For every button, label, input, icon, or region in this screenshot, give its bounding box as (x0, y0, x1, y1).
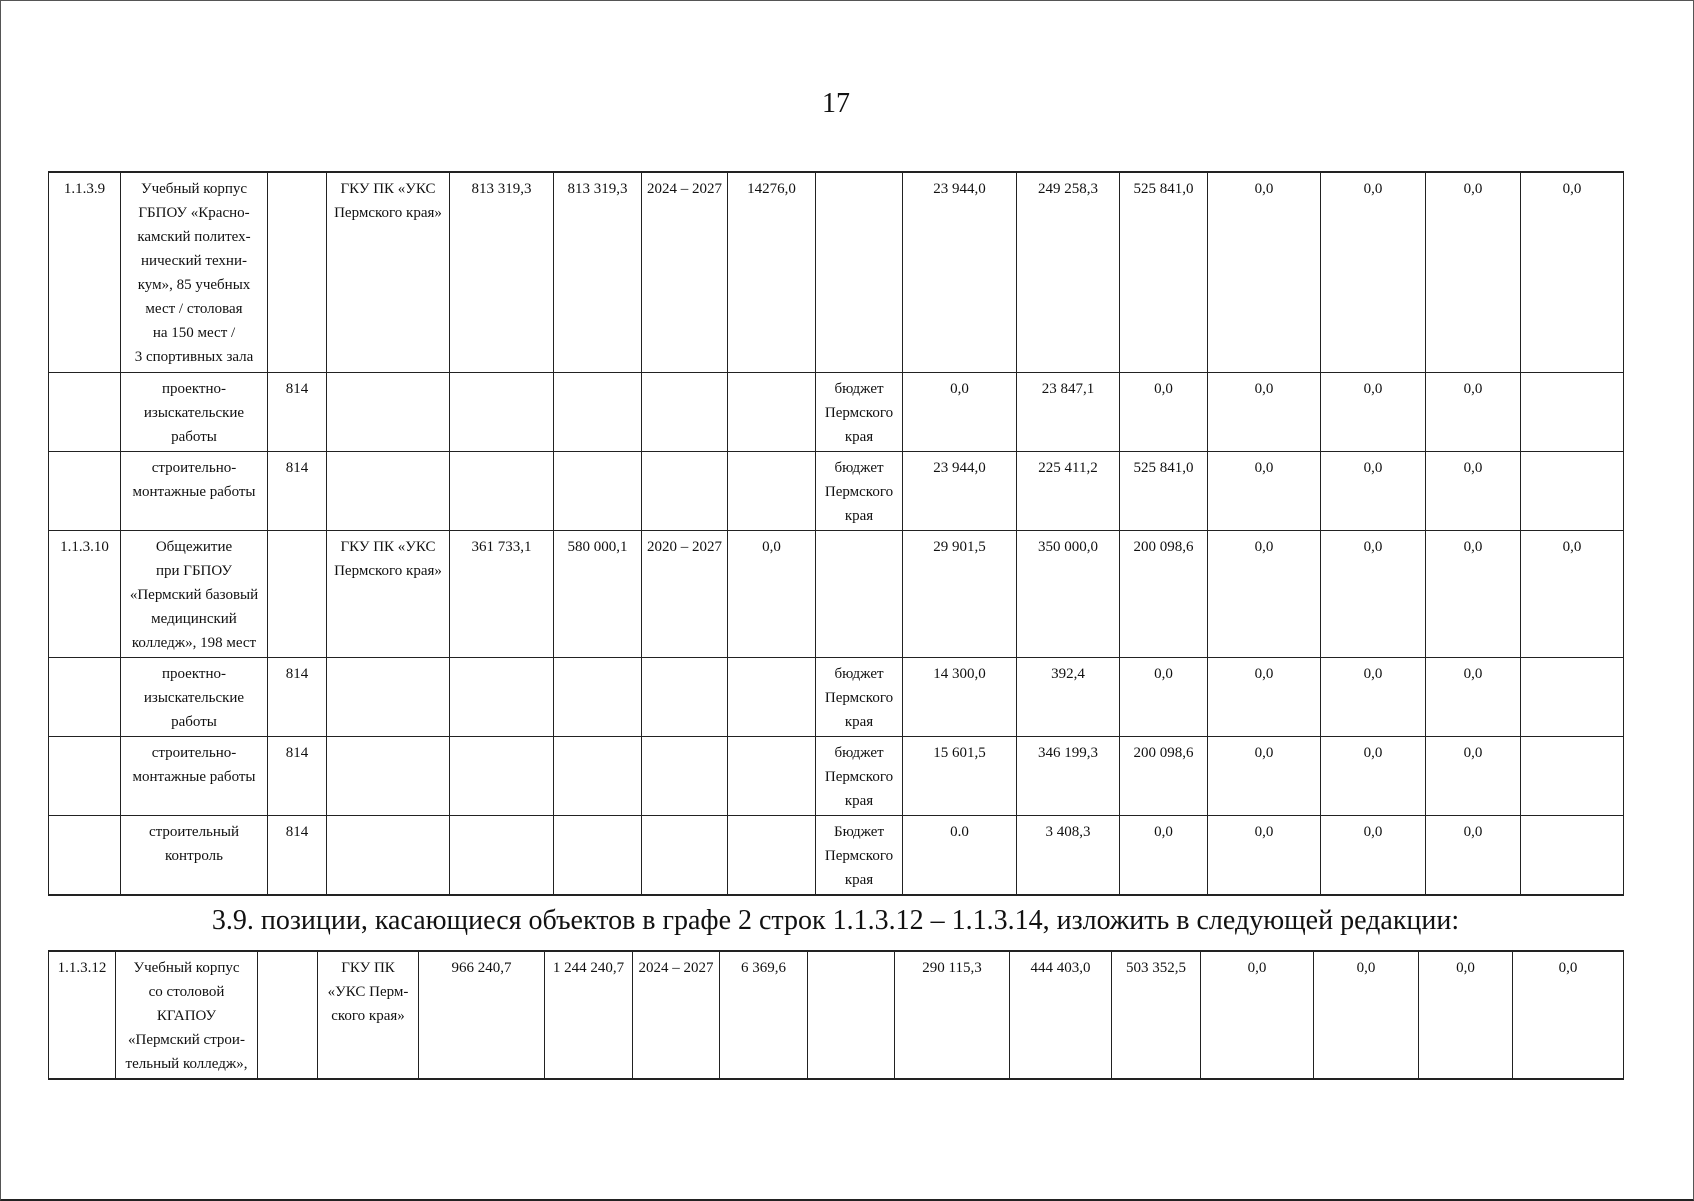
table-cell: 0,0 (1426, 815, 1521, 895)
table-cell: 0,0 (1208, 451, 1321, 530)
table-cell: 3 408,3 (1017, 815, 1120, 895)
table-cell (816, 172, 903, 372)
table-cell (450, 815, 554, 895)
table-cell: ГКУ ПК «УКС Перм- ского края» (318, 951, 419, 1079)
table-cell: 444 403,0 (1010, 951, 1112, 1079)
table-cell (258, 951, 318, 1079)
table-cell: 0,0 (1419, 951, 1513, 1079)
table-cell: бюджет Пермского края (816, 451, 903, 530)
table-cell (554, 736, 642, 815)
table-cell (1521, 815, 1624, 895)
table-cell: проектно- изыскательские работы (121, 372, 268, 451)
table-cell: 0,0 (1208, 815, 1321, 895)
budget-table (48, 171, 1624, 896)
table-cell (642, 657, 728, 736)
table-cell: бюджет Пермского края (816, 736, 903, 815)
table-cell: 0,0 (1426, 451, 1521, 530)
table-cell: 813 319,3 (554, 172, 642, 372)
table-cell: 1.1.3.12 (49, 951, 116, 1079)
table-cell: 0,0 (1321, 372, 1426, 451)
table-cell (642, 815, 728, 895)
table-row (49, 815, 1624, 895)
table-cell: 0,0 (1321, 736, 1426, 815)
table-cell: 0,0 (1321, 451, 1426, 530)
table-cell: ГКУ ПК «УКС Пермского края» (327, 530, 450, 657)
table-cell: 23 944,0 (903, 451, 1017, 530)
table-row (49, 736, 1624, 815)
table-cell: 814 (268, 451, 327, 530)
table-cell: 346 199,3 (1017, 736, 1120, 815)
table-cell: Общежитие при ГБПОУ «Пермский базовый медицинский колледж», 198 мест (121, 530, 268, 657)
table-cell: 200 098,6 (1120, 530, 1208, 657)
table-cell: 966 240,7 (419, 951, 545, 1079)
table-cell: 0,0 (1521, 172, 1624, 372)
table-cell (49, 372, 121, 451)
table-cell: строительный контроль (121, 815, 268, 895)
table-cell (1521, 657, 1624, 736)
table-row (49, 172, 1624, 372)
table-cell (1521, 372, 1624, 451)
table-cell: бюджет Пермского края (816, 657, 903, 736)
table-row (49, 951, 1624, 1079)
table-row (49, 530, 1624, 657)
table-cell: 23 847,1 (1017, 372, 1120, 451)
table-cell: 2024 – 2027 (633, 951, 720, 1079)
table-cell: 0,0 (1321, 530, 1426, 657)
table-cell: бюджет Пермского края (816, 372, 903, 451)
table-cell (268, 530, 327, 657)
table-cell: 0,0 (1321, 172, 1426, 372)
table-cell: 525 841,0 (1120, 172, 1208, 372)
table-cell (728, 372, 816, 451)
table-cell: 0,0 (1120, 815, 1208, 895)
table-cell: 0,0 (1314, 951, 1419, 1079)
table-cell: 0,0 (1208, 172, 1321, 372)
table-cell (49, 815, 121, 895)
table-cell (728, 657, 816, 736)
table-cell: 225 411,2 (1017, 451, 1120, 530)
table-cell: 0,0 (1426, 372, 1521, 451)
table-cell: 0,0 (1426, 736, 1521, 815)
table-cell (49, 451, 121, 530)
table-cell: 392,4 (1017, 657, 1120, 736)
table-cell: 0,0 (1201, 951, 1314, 1079)
table-cell: 0,0 (1208, 372, 1321, 451)
table-cell: 0,0 (1426, 530, 1521, 657)
table-cell (450, 451, 554, 530)
table-cell: 350 000,0 (1017, 530, 1120, 657)
table-cell: 0,0 (728, 530, 816, 657)
table-cell: 0,0 (1321, 657, 1426, 736)
table-cell: строительно- монтажные работы (121, 451, 268, 530)
table-cell (642, 451, 728, 530)
table-cell (450, 372, 554, 451)
table-cell: 2020 – 2027 (642, 530, 728, 657)
table-cell: 0,0 (1120, 372, 1208, 451)
table-cell: 15 601,5 (903, 736, 1017, 815)
table-cell: 0,0 (1426, 657, 1521, 736)
table-cell: 525 841,0 (1120, 451, 1208, 530)
table-cell (808, 951, 895, 1079)
table-cell (728, 815, 816, 895)
section-heading: 3.9. позиции, касающиеся объектов в графе 2 строк 1.1.3.12 – 1.1.3.14, изложить в следующей редакции: (211, 905, 1460, 936)
table-cell (642, 736, 728, 815)
table-cell: 290 115,3 (895, 951, 1010, 1079)
table-cell: 813 319,3 (450, 172, 554, 372)
table-cell (327, 736, 450, 815)
table-cell: 0,0 (1321, 815, 1426, 895)
table-cell (554, 657, 642, 736)
table-cell: 361 733,1 (450, 530, 554, 657)
table-cell: 0,0 (1120, 657, 1208, 736)
table-cell: ГКУ ПК «УКС Пермского края» (327, 172, 450, 372)
table-cell: 2024 – 2027 (642, 172, 728, 372)
table-cell: 1.1.3.9 (49, 172, 121, 372)
table-cell: 503 352,5 (1112, 951, 1201, 1079)
table-cell (49, 657, 121, 736)
table-cell (816, 530, 903, 657)
table-cell: 0,0 (1208, 530, 1321, 657)
table-cell: 0,0 (1521, 530, 1624, 657)
table-cell (728, 451, 816, 530)
table-cell: 814 (268, 372, 327, 451)
table-cell: 0,0 (1208, 657, 1321, 736)
table-cell: 23 944,0 (903, 172, 1017, 372)
table-cell (49, 736, 121, 815)
table-row (49, 451, 1624, 530)
table-cell (554, 372, 642, 451)
table-cell (554, 451, 642, 530)
table-cell: 814 (268, 657, 327, 736)
table-cell: 6 369,6 (720, 951, 808, 1079)
table-cell: Учебный корпус ГБПОУ «Красно- камский политех- нический техни- кум», 85 учебных мест / столовая на 150 мест / 3 спортивных зала (121, 172, 268, 372)
table-cell: 0,0 (1208, 736, 1321, 815)
table-cell: 814 (268, 736, 327, 815)
table-cell: 580 000,1 (554, 530, 642, 657)
table-cell: проектно- изыскательские работы (121, 657, 268, 736)
table-cell: 0.0 (903, 815, 1017, 895)
table-cell (450, 657, 554, 736)
table-cell (1521, 736, 1624, 815)
table-cell (554, 815, 642, 895)
table-cell: 814 (268, 815, 327, 895)
table-cell (642, 372, 728, 451)
table-row (49, 657, 1624, 736)
budget-table-continued (48, 950, 1624, 1080)
table-cell (327, 815, 450, 895)
table-cell (1521, 451, 1624, 530)
table-cell: Учебный корпус со столовой КГАПОУ «Пермский строи- тельный колледж», (116, 951, 258, 1079)
table-cell: 14 300,0 (903, 657, 1017, 736)
table-cell: 1 244 240,7 (545, 951, 633, 1079)
table-cell: 1.1.3.10 (49, 530, 121, 657)
table-cell: 249 258,3 (1017, 172, 1120, 372)
page-number: 17 (822, 88, 850, 119)
table-cell: 200 098,6 (1120, 736, 1208, 815)
table-cell (327, 451, 450, 530)
table-cell (728, 736, 816, 815)
table-row (49, 372, 1624, 451)
table-cell (327, 657, 450, 736)
table-cell: 0,0 (1426, 172, 1521, 372)
table-cell: 29 901,5 (903, 530, 1017, 657)
table-cell (327, 372, 450, 451)
table-cell: Бюджет Пермского края (816, 815, 903, 895)
table-cell (268, 172, 327, 372)
table-cell: 0,0 (1513, 951, 1624, 1079)
table-cell: 0,0 (903, 372, 1017, 451)
table-cell (450, 736, 554, 815)
table-cell: строительно- монтажные работы (121, 736, 268, 815)
table-cell: 14276,0 (728, 172, 816, 372)
